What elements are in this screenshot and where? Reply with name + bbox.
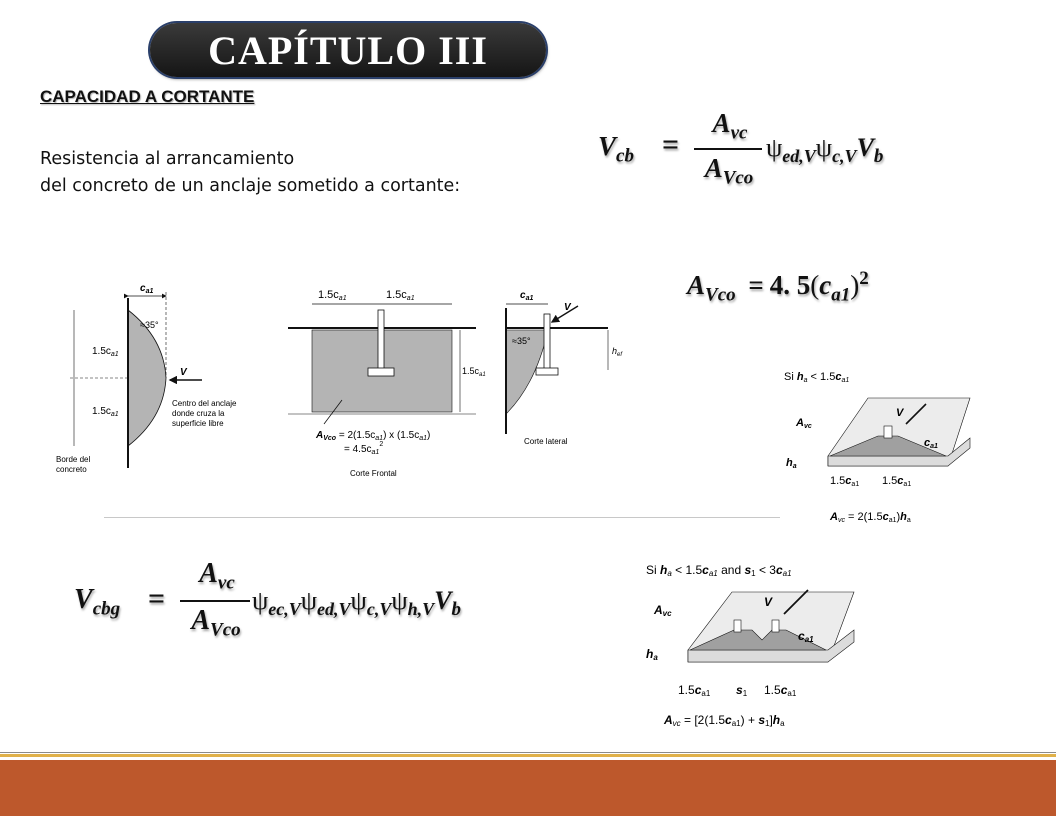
svg-text:s1: s1 — [736, 683, 748, 698]
description-line-1: Resistencia al arrancamiento — [40, 149, 295, 169]
svg-text:1.5ca1: 1.5ca1 — [882, 475, 912, 488]
vcb-numerator: $A_{vc}$ — [712, 108, 748, 144]
svg-text:Borde del: Borde del — [56, 455, 91, 464]
footer-accent-line — [0, 754, 1056, 757]
footer-rule — [0, 752, 1056, 753]
vcb-denominator: $A_{Vco}$ — [704, 153, 754, 189]
svg-text:V: V — [180, 367, 187, 378]
svg-text:Avc = 2(1.5ca1)ha: Avc = 2(1.5ca1)ha — [830, 511, 911, 524]
footer-bar — [0, 760, 1056, 816]
svg-text:≈35°: ≈35° — [140, 320, 159, 330]
svg-text:Si ha < 1.5ca1: Si ha < 1.5ca1 — [784, 371, 850, 384]
svg-text:Corte Frontal: Corte Frontal — [350, 469, 397, 478]
figure-group-anchors — [636, 558, 880, 734]
svg-text:1.5ca1: $1.5c_{a1}$ — [462, 366, 486, 378]
svg-text:1.5ca1: 1.5ca1 — [764, 683, 797, 698]
description-line-2: del concreto de un anclaje sometido a cortante: — [40, 176, 461, 196]
svg-text:Corte lateral: Corte lateral — [524, 437, 568, 446]
svg-text:V: V — [896, 407, 904, 419]
figure-lateral-section — [492, 284, 638, 454]
chapter-title-banner — [150, 23, 546, 77]
svg-text:ca1: $c_{a1}$ — [140, 283, 154, 295]
svg-text:1.5ca1: $1.5c_{a1}$ — [92, 346, 119, 358]
svg-text:= 4.5ca12: = $4.5c_{a1}^2$ — [344, 441, 384, 456]
svg-text:1.5ca1: 1.5ca1 — [678, 683, 711, 698]
vcb-fraction-bar — [694, 148, 762, 150]
svg-text:1.5ca1: $1.5c_{a1}$ — [92, 406, 119, 418]
section-subtitle: CAPACIDAD A CORTANTE — [40, 87, 255, 106]
svg-text:Avc: Avc — [796, 417, 812, 430]
figure-front-section — [282, 282, 486, 482]
svg-text:ca1: ca1 — [798, 629, 814, 644]
svg-text:Si ha < 1.5ca1 and s1 < 3ca1: Si ha < 1.5ca1 and s1 < 3ca1 — [646, 563, 792, 578]
svg-text:hef: $h_{ef}$ — [612, 346, 623, 358]
figure-side-plan — [52, 278, 264, 482]
vcbg-fraction-bar — [180, 600, 250, 602]
formula-avco: $A_{Vco} = 4$. $5(c_{a1})^2$ — [687, 268, 869, 306]
svg-text:superficie libre: superficie libre — [172, 419, 224, 428]
svg-text:1.5ca1: 1.5ca1 — [386, 289, 415, 302]
svg-text:concreto: concreto — [56, 465, 87, 474]
svg-text:Centro del anclaje: Centro del anclaje — [172, 399, 237, 408]
svg-text:1.5ca1: 1.5ca1 — [830, 475, 860, 488]
figure-single-anchor — [778, 366, 978, 526]
svg-text:≈35°: ≈35° — [512, 336, 531, 346]
formula-vcb: $V_{cb}$ = $A_{vc}$ $A_{Vco}$ $\psi_{ed,V}\psi_{c,V}V_b$ — [598, 108, 884, 189]
svg-text:Avc = [2(1.5ca1) + s1]ha: Avc = [2(1.5ca1) + s1]ha — [664, 713, 785, 728]
chapter-title: CAPÍTULO III — [208, 27, 488, 73]
description — [40, 146, 460, 200]
svg-text:V: V — [764, 595, 773, 609]
svg-text:ha: ha — [646, 647, 658, 662]
svg-text:Avc: Avc — [654, 603, 672, 618]
svg-text:V: V — [564, 302, 571, 313]
svg-text:donde cruza la: donde cruza la — [172, 409, 225, 418]
svg-text:ca1: $c_{a1}$ — [520, 290, 534, 302]
svg-text:ha: ha — [786, 457, 797, 470]
svg-text:1.5ca1: 1.5ca1 — [318, 289, 347, 302]
formula-vcbg: $V_{cbg}$ = $A_{vc}$ $A_{Vco}$ $\psi_{ec,V}\psi_{ed,V}\psi_{c,V}\psi_{h,V}V_b$ — [74, 558, 461, 641]
svg-text:AVco = 2(1.5ca1) x (1.5ca1): $A_{Vco} = 2(1.5c_{a1})$ x $(1.5c_{a1})$ — [316, 430, 431, 442]
section-divider — [104, 517, 780, 518]
svg-text:ca1: ca1 — [924, 437, 938, 450]
